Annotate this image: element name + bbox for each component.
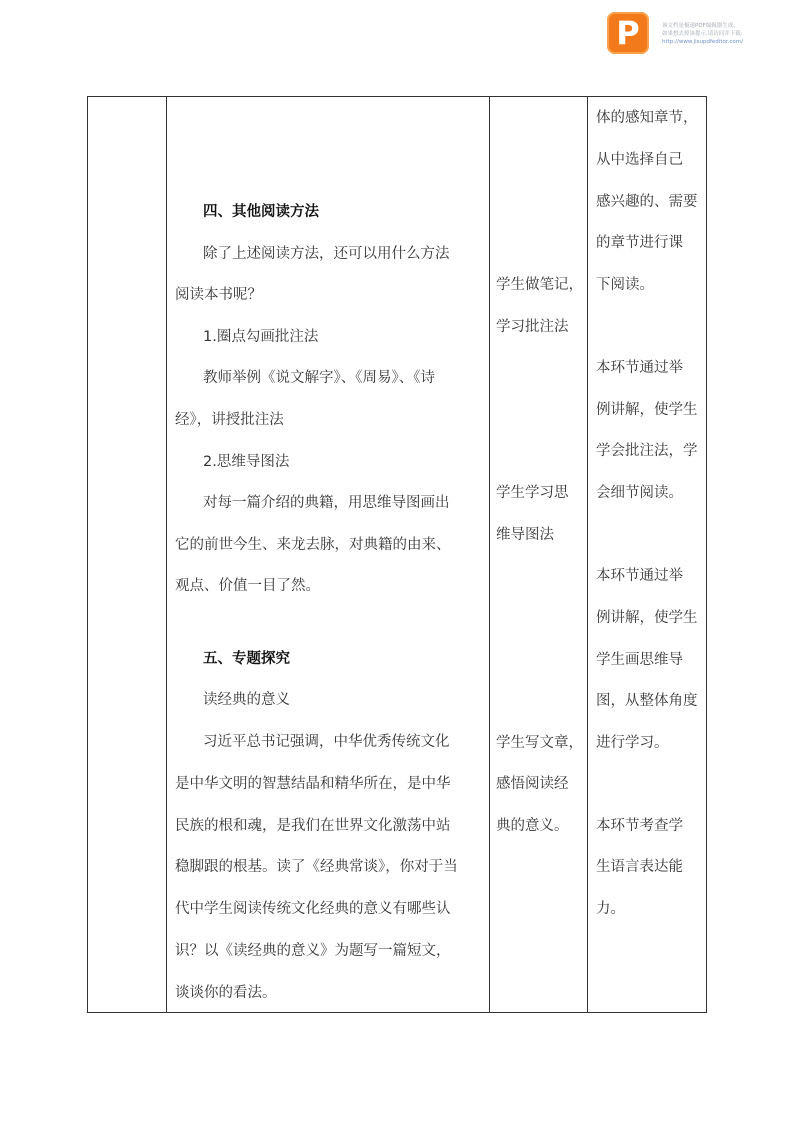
design-intent-line: 图，从整体角度 — [596, 693, 698, 709]
paragraph-line: 教师举例《说文解字》、《周易》、《诗 — [203, 370, 435, 386]
design-intent-line: 本环节考查学 — [596, 818, 683, 834]
paragraph-line: 阅读本书呢？ — [175, 287, 262, 303]
design-intent-line: 例讲解，使学生 — [596, 610, 698, 626]
design-intent-line: 进行学习。 — [596, 735, 669, 751]
student-activity-line: 学生做笔记， — [496, 277, 583, 293]
paragraph-line: 稳脚跟的根基。读了《经典常谈》，你对于当 — [175, 859, 458, 875]
watermark-line1: 该文档是极速PDF编辑器生成, — [662, 23, 735, 29]
pdf-editor-logo: P — [607, 12, 649, 54]
design-intent-line: 的章节进行课 — [596, 235, 683, 251]
paragraph-line: 代中学生阅读传统文化经典的意义有哪些认 — [175, 901, 451, 917]
paragraph-line: 是中华文明的智慧结晶和精华所在，是中华 — [175, 776, 451, 792]
paragraph-line: 观点、价值一目了然。 — [175, 578, 320, 594]
method-1-title: 1.圈点勾画批注法 — [203, 329, 319, 345]
sub-heading: 读经典的意义 — [203, 692, 290, 708]
watermark-text — [662, 22, 790, 46]
heading-other-reading-methods: 四、其他阅读方法 — [203, 204, 319, 220]
paragraph-line: 识？以《读经典的意义》为题写一篇短文， — [175, 943, 451, 959]
paragraph-line: 经》，讲授批注法 — [175, 412, 284, 428]
student-activity-line: 学生写文章， — [496, 735, 583, 751]
student-activity-line: 感悟阅读经 — [496, 776, 569, 792]
method-2-title: 2.思维导图法 — [203, 454, 290, 470]
paragraph-line: 它的前世今生、来龙去脉，对典籍的由来、 — [175, 537, 451, 553]
design-intent-line: 力。 — [596, 901, 625, 917]
design-intent-line: 例讲解，使学生 — [596, 402, 698, 418]
paragraph-line: 习近平总书记强调，中华优秀传统文化 — [203, 734, 450, 750]
design-intent-line: 感兴趣的、需要 — [596, 194, 698, 210]
heading-topic-inquiry: 五、专题探究 — [203, 651, 290, 667]
design-intent-line: 本环节通过举 — [596, 568, 683, 584]
column-divider-2 — [489, 96, 490, 1013]
design-intent-line: 生语言表达能 — [596, 859, 683, 875]
design-intent-line: 学会批注法，学 — [596, 443, 698, 459]
design-intent-line: 下阅读。 — [596, 277, 654, 293]
design-intent-line: 从中选择自己 — [596, 152, 683, 168]
design-intent-line: 学生画思维导 — [596, 652, 683, 668]
column-divider-1 — [166, 96, 167, 1013]
watermark-url[interactable]: http://www.jisupdfeditor.com/ — [662, 39, 743, 45]
design-intent-line: 本环节通过举 — [596, 360, 683, 376]
paragraph-line: 对每一篇介绍的典籍，用思维导图画出 — [203, 495, 450, 511]
paragraph-line: 除了上述阅读方法，还可以用什么方法 — [203, 246, 450, 262]
student-activity-line: 典的意义。 — [496, 818, 569, 834]
paragraph-line: 民族的根和魂，是我们在世界文化激荡中站 — [175, 818, 451, 834]
student-activity-line: 维导图法 — [496, 527, 554, 543]
student-activity-line: 学习批注法 — [496, 319, 569, 335]
column-divider-3 — [587, 96, 588, 1013]
paragraph-line: 谈谈你的看法。 — [175, 985, 277, 1001]
watermark-line2: 如果想去掉该提示,请访问并下载: — [662, 31, 743, 37]
design-intent-line: 会细节阅读。 — [596, 485, 683, 501]
student-activity-line: 学生学习思 — [496, 485, 569, 501]
design-intent-line: 体的感知章节， — [596, 110, 698, 126]
